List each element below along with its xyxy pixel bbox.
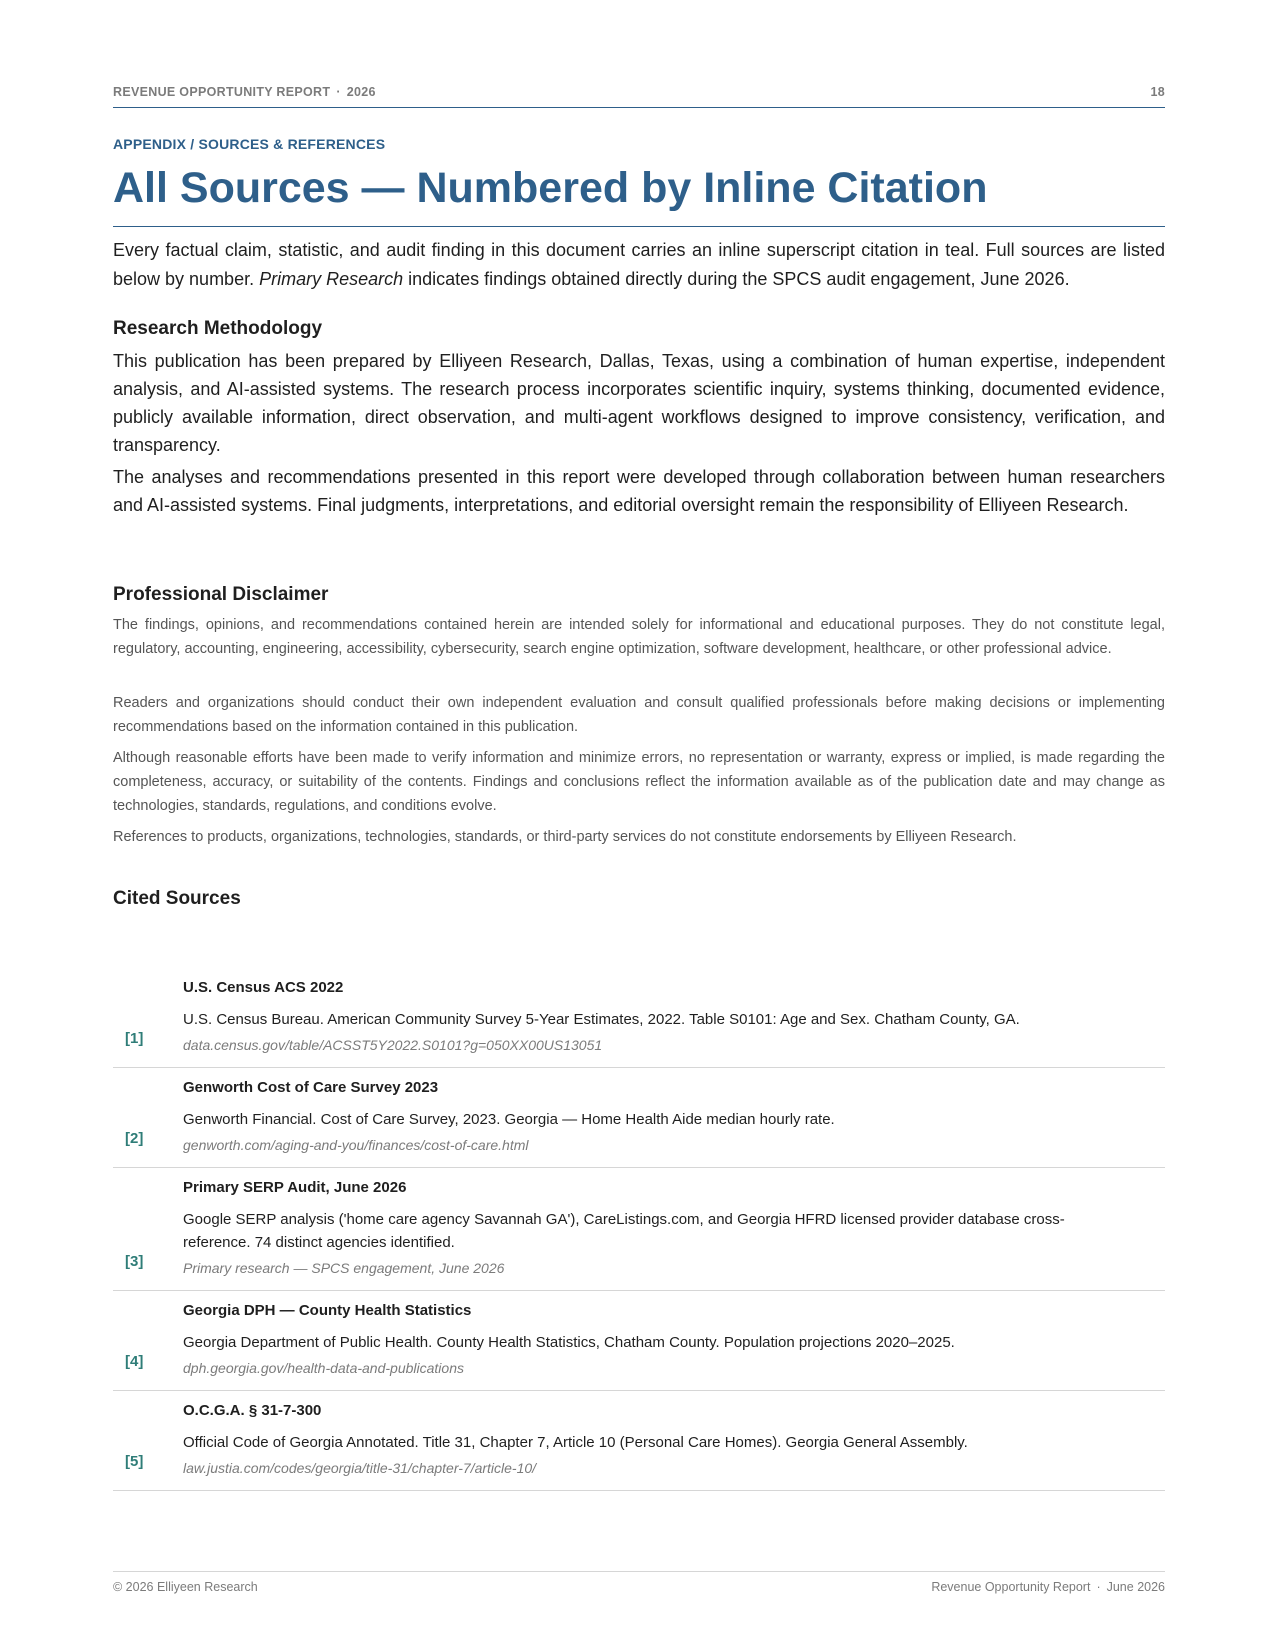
source-note: Primary research — SPCS engagement, June 2026 <box>183 1260 505 1276</box>
document-page <box>113 0 1165 1650</box>
source-number: [3] <box>125 1253 144 1270</box>
disclaimer-heading: Professional Disclaimer <box>113 584 329 605</box>
sources-heading: Cited Sources <box>113 888 241 909</box>
source-entry-1 <box>113 968 1165 1068</box>
source-title: Genworth Cost of Care Survey 2023 <box>183 1079 439 1096</box>
intro-text-2: indicates findings obtained directly during the SPCS audit engagement, June 2026. <box>403 269 1070 289</box>
source-description: Genworth Financial. Cost of Care Survey, 2023. Georgia — Home Health Aide median hourly rate. <box>183 1111 835 1128</box>
source-description: Official Code of Georgia Annotated. Title 31, Chapter 7, Article 10 (Personal Care Homes). Georgia General Assembly. <box>183 1434 968 1451</box>
header-report-name: REVENUE OPPORTUNITY REPORT <box>113 85 331 99</box>
source-number: [1] <box>125 1030 144 1047</box>
intro-emphasis: Primary Research <box>259 269 404 289</box>
header-separator: · <box>336 85 341 99</box>
running-header-title <box>113 85 376 99</box>
intro-text-1: Every factual claim, statistic, and audit finding in this document carries an inline superscript citation in teal. Full sources are listed below by number. <box>113 240 1165 289</box>
footer-copyright: © 2026 Elliyeen Research <box>113 1580 258 1594</box>
header-year: 2026 <box>346 85 376 99</box>
source-number: [5] <box>125 1453 144 1470</box>
source-entry-4 <box>113 1291 1165 1391</box>
methodology-heading: Research Methodology <box>113 318 323 339</box>
source-url[interactable]: genworth.com/aging-and-you/finances/cost-of-care.html <box>183 1137 529 1153</box>
source-title: Primary SERP Audit, June 2026 <box>183 1179 407 1196</box>
source-title: Georgia DPH — County Health Statistics <box>183 1302 472 1319</box>
source-url[interactable]: dph.georgia.gov/health-data-and-publications <box>183 1360 464 1376</box>
source-url[interactable]: data.census.gov/table/ACSST5Y2022.S0101?g=050XX00US13051 <box>183 1037 603 1053</box>
footer-report-info <box>931 1580 1165 1594</box>
running-footer <box>113 1571 1165 1594</box>
source-entry-3 <box>113 1168 1165 1291</box>
source-title: U.S. Census ACS 2022 <box>183 979 344 996</box>
footer-date: June 2026 <box>1106 1580 1165 1594</box>
source-description: Google SERP analysis ('home care agency Savannah GA'), CareListings.com, and Georgia HFRD licensed provider database cross-reference. 74 distinct agencies identified. <box>183 1211 1065 1251</box>
page-number: 18 <box>1150 85 1165 99</box>
intro-paragraph <box>113 236 1165 294</box>
methodology-paragraph-2: The analyses and recommendations presented in this report were developed through collaboration between human researchers and AI-assisted systems. Final judgments, interpretations, and editorial oversight remain the responsibility of Elliyeen Research. <box>113 467 1165 515</box>
running-header <box>113 85 1165 108</box>
source-entry-2 <box>113 1068 1165 1168</box>
source-entry-5 <box>113 1391 1165 1491</box>
section-kicker: APPENDIX / SOURCES & REFERENCES <box>113 136 386 152</box>
footer-separator: · <box>1096 1580 1101 1594</box>
source-title: O.C.G.A. § 31-7-300 <box>183 1402 322 1419</box>
methodology-paragraph-1: This publication has been prepared by Elliyeen Research, Dallas, Texas, using a combination of human expertise, independent analysis, and AI-assisted systems. The research process incorporates scientific inquiry, systems thinking, documented evidence, publicly available information, direct observation, and multi-agent workflows designed to improve consistency, verification, and transparency. <box>113 351 1165 455</box>
disclaimer-paragraph-2: Readers and organizations should conduct their own independent evaluation and consult qualified professionals before making decisions or implementing recommendations based on the information contained in this publication. <box>113 695 1165 735</box>
disclaimer-paragraph-3: Although reasonable efforts have been made to verify information and minimize errors, no representation or warranty, express or implied, is made regarding the completeness, accuracy, or suitability of the contents. Findings and conclusions reflect the information available as of the publication date and may change as technologies, standards, regulations, and conditions evolve. <box>113 750 1165 814</box>
source-number: [4] <box>125 1353 144 1370</box>
footer-report-name: Revenue Opportunity Report <box>931 1580 1091 1594</box>
source-url[interactable]: law.justia.com/codes/georgia/title-31/chapter-7/article-10/ <box>183 1460 537 1476</box>
disclaimer-paragraph-1: The findings, opinions, and recommendations contained herein are intended solely for informational and educational purposes. They do not constitute legal, regulatory, accounting, engineering, accessibility, cybersecurity, search engine optimization, software development, healthcare, or other professional advice. <box>113 617 1165 657</box>
source-number: [2] <box>125 1130 144 1147</box>
source-description: Georgia Department of Public Health. County Health Statistics, Chatham County. Population projections 2020–2025. <box>183 1334 955 1351</box>
page-title: All Sources — Numbered by Inline Citation <box>113 160 1165 227</box>
disclaimer-paragraph-4: References to products, organizations, technologies, standards, or third-party services do not constitute endorsements by Elliyeen Research. <box>113 829 1017 845</box>
sources-list <box>113 968 1165 1491</box>
source-description: U.S. Census Bureau. American Community Survey 5-Year Estimates, 2022. Table S0101: Age and Sex. Chatham County, GA. <box>183 1011 1020 1028</box>
